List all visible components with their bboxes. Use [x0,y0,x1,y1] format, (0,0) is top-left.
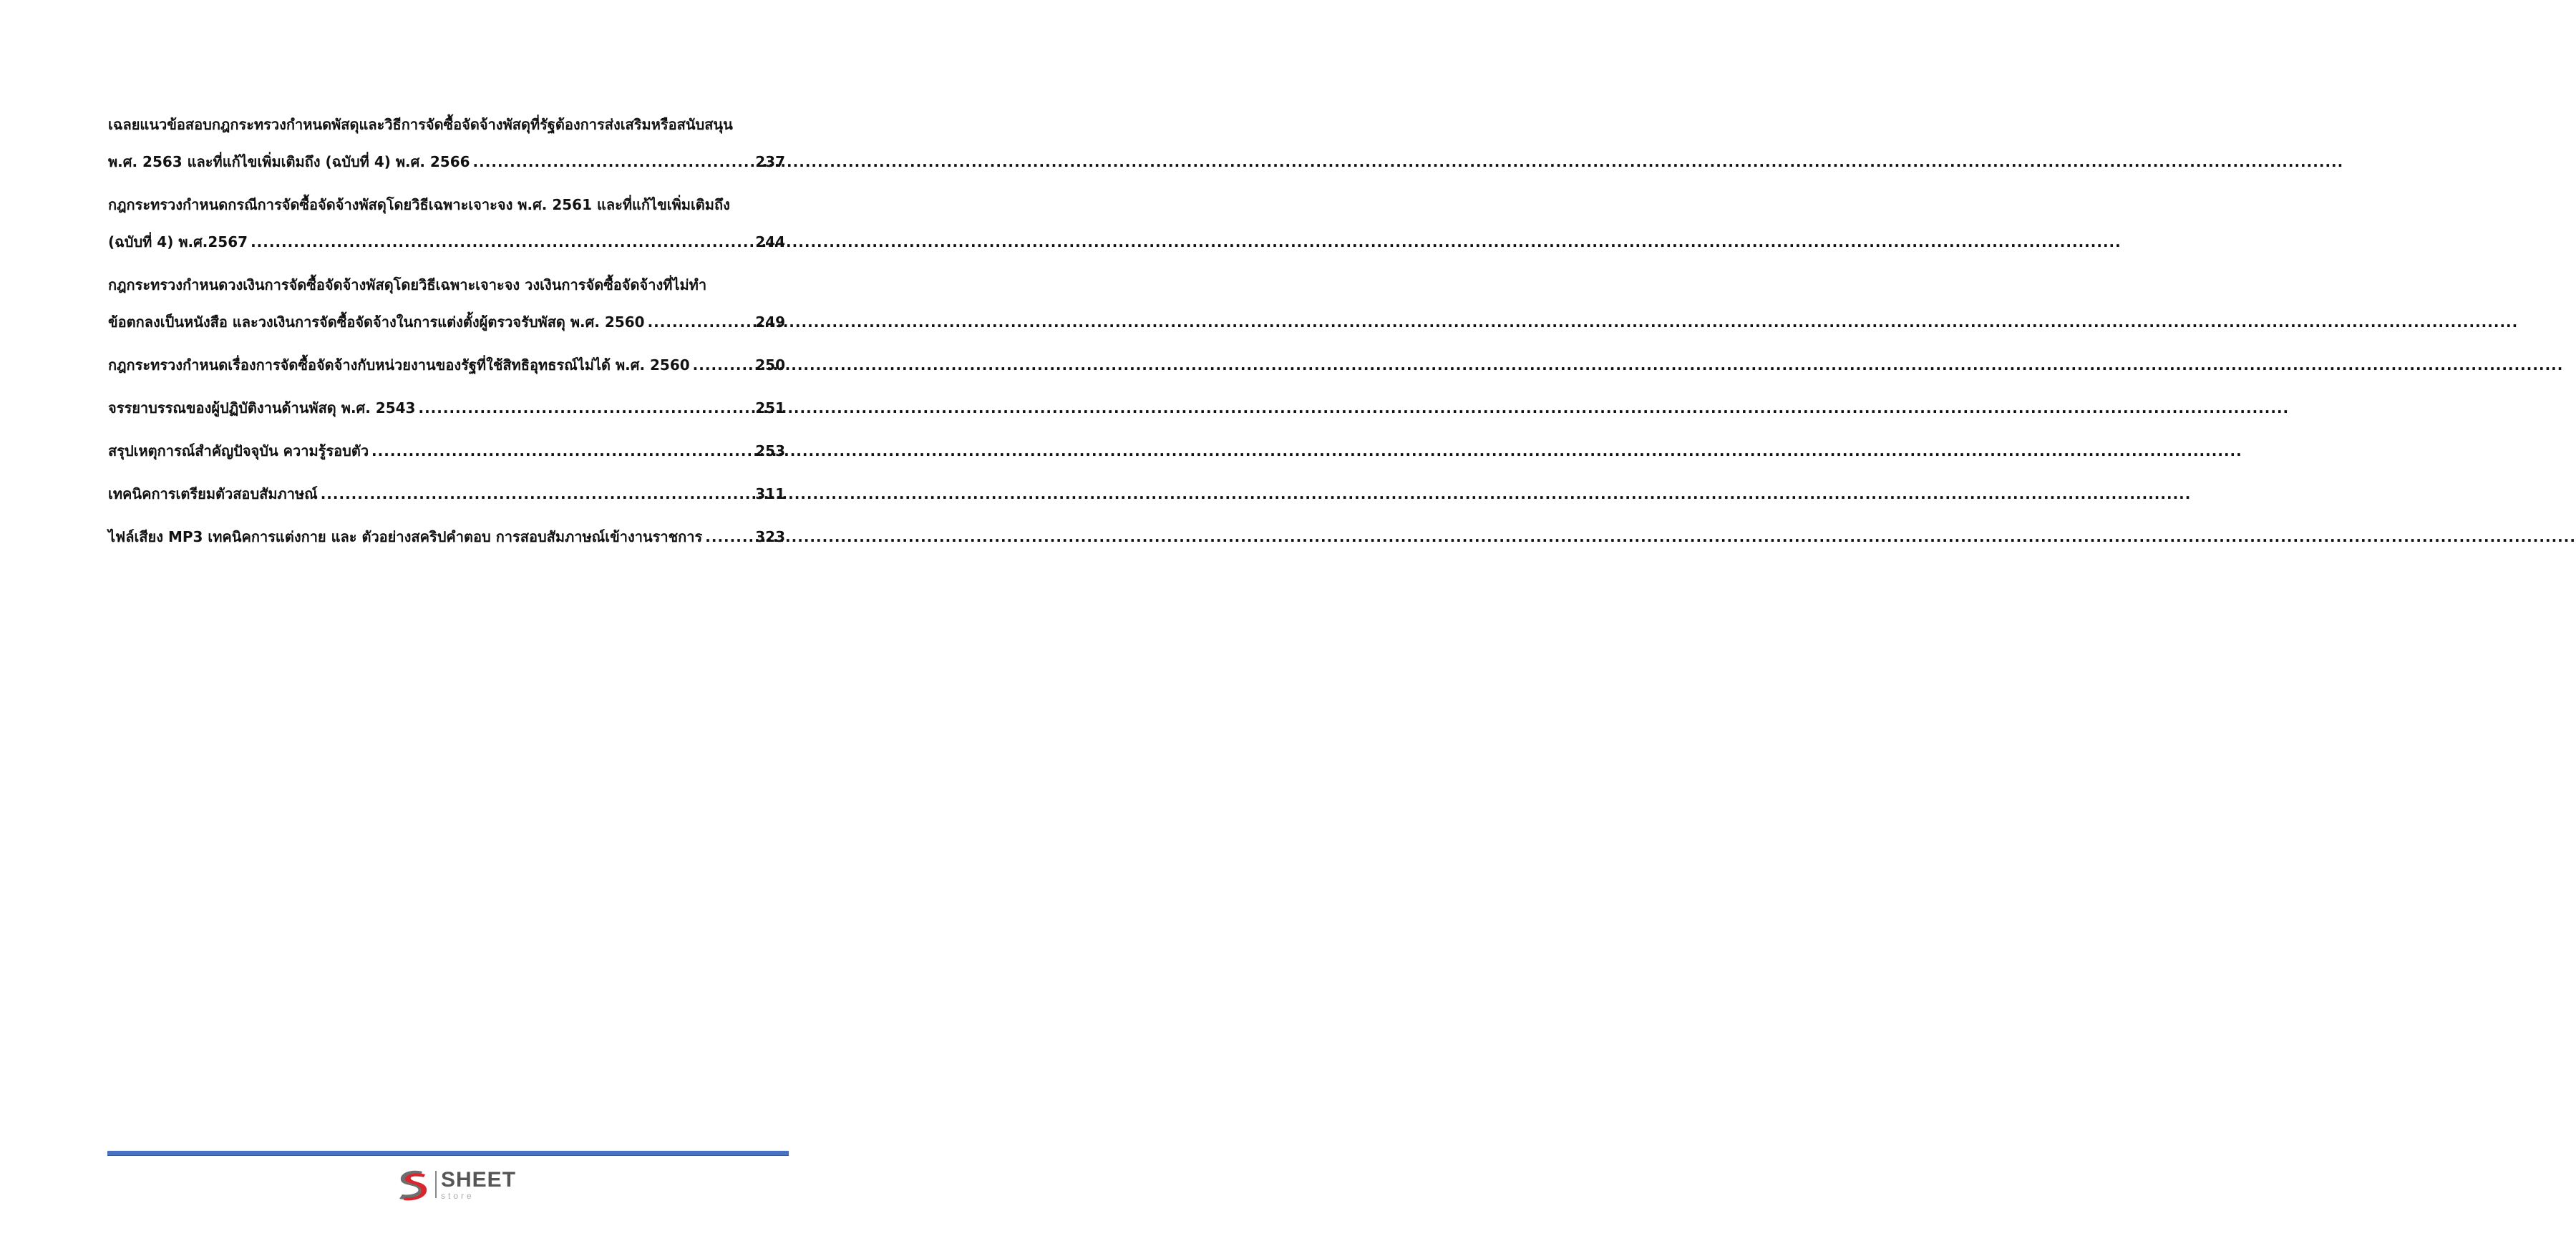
toc-entry[interactable] [108,346,785,384]
toc-page-number: 250 [755,356,785,374]
dot-leader [371,432,752,469]
toc-entry[interactable] [108,389,785,427]
toc-page-number: 237 [755,153,785,170]
toc-entry[interactable] [108,475,785,512]
toc-entry[interactable] [108,432,785,469]
toc-entry-title: ข้อตกลงเป็นหนังสือ และวงเงินการจัดซื้อจัดจ้างในการแต่งตั้งผู้ตรวจรับพัสดุ พ.ศ. 2560 [108,313,645,331]
toc-entry-last-line [108,432,785,469]
sheet-store-logo [394,1167,523,1202]
toc-page-number: 311 [755,485,785,502]
logo-wordmark [441,1169,516,1200]
toc-entry-last-line [108,346,785,384]
toc-page-number: 249 [755,313,785,331]
toc-entry-title: จรรยาบรรณของผู้ปฏิบัติงานด้านพัสดุ พ.ศ. 2543 [108,399,416,417]
toc-entry-title: (ฉบับที่ 4) พ.ศ.2567 [108,233,248,250]
logo-main-text: SHEET [441,1167,517,1192]
toc-entry-line: เฉลยแนวข้อสอบกฎกระทรวงกำหนดพัสดุและวิธีการจัดซื้อจัดจ้างพัสดุที่รัฐต้องการส่งเสริมหรือสนับสนุน [108,116,733,133]
toc-entry-title: สรุปเหตุการณ์สำคัญปัจจุบัน ความรู้รอบตัว [108,442,369,459]
toc-entry[interactable] [108,518,785,555]
toc-entry[interactable] [108,106,785,180]
logo-sub-text: store [441,1190,475,1201]
sheet-logo-mark-icon [394,1167,431,1202]
toc-entry-title: ไฟล์เสียง MP3 เทคนิคการแต่งกาย และ ตัวอย่างสคริปคำตอบ การสอบสัมภาษณ์เข้างานราชการ [108,528,703,545]
dot-leader [705,518,752,555]
dot-leader [648,303,753,341]
toc-entry-last-line [108,143,785,180]
toc-entry-title: กฎกระทรวงกำหนดเรื่องการจัดซื้อจัดจ้างกับหน่วยงานของรัฐที่ใช้สิทธิอุทธรณ์ไม่ได้ พ.ศ. 2560 [108,356,690,374]
toc-entry[interactable] [108,266,785,341]
toc-entry[interactable] [108,186,785,261]
dot-leader [251,223,752,261]
logo-separator [435,1171,437,1198]
toc-entry-line: กฎกระทรวงกำหนดกรณีการจัดซื้อจัดจ้างพัสดุโดยวิธีเฉพาะเจาะจง พ.ศ. 2561 และที่แก้ไขเพิ่มเติมถึง [108,196,730,213]
footer-divider [107,1151,789,1156]
toc-entry-last-line [108,518,785,555]
toc-entry-last-line [108,223,785,261]
table-of-contents [108,106,785,561]
dot-leader [418,389,752,427]
dot-leader [473,143,753,180]
toc-entry-last-line [108,475,785,512]
dot-leader [321,475,753,512]
toc-entry-line: กฎกระทรวงกำหนดวงเงินการจัดซื้อจัดจ้างพัสดุโดยวิธีเฉพาะเจาะจง วงเงินการจัดซื้อจัดจ้างที่ไม่ทำ [108,276,707,293]
toc-entry-last-line [108,389,785,427]
toc-page-number: 244 [755,233,785,250]
toc-entry-last-line [108,303,785,341]
toc-entry-title: เทคนิคการเตรียมตัวสอบสัมภาษณ์ [108,485,318,502]
toc-page-number: 323 [755,528,785,545]
dot-leader [693,346,753,384]
toc-page-number: 253 [755,442,785,459]
toc-page-number: 251 [755,399,785,417]
toc-entry-title: พ.ศ. 2563 และที่แก้ไขเพิ่มเติมถึง (ฉบับที่ 4) พ.ศ. 2566 [108,153,470,170]
